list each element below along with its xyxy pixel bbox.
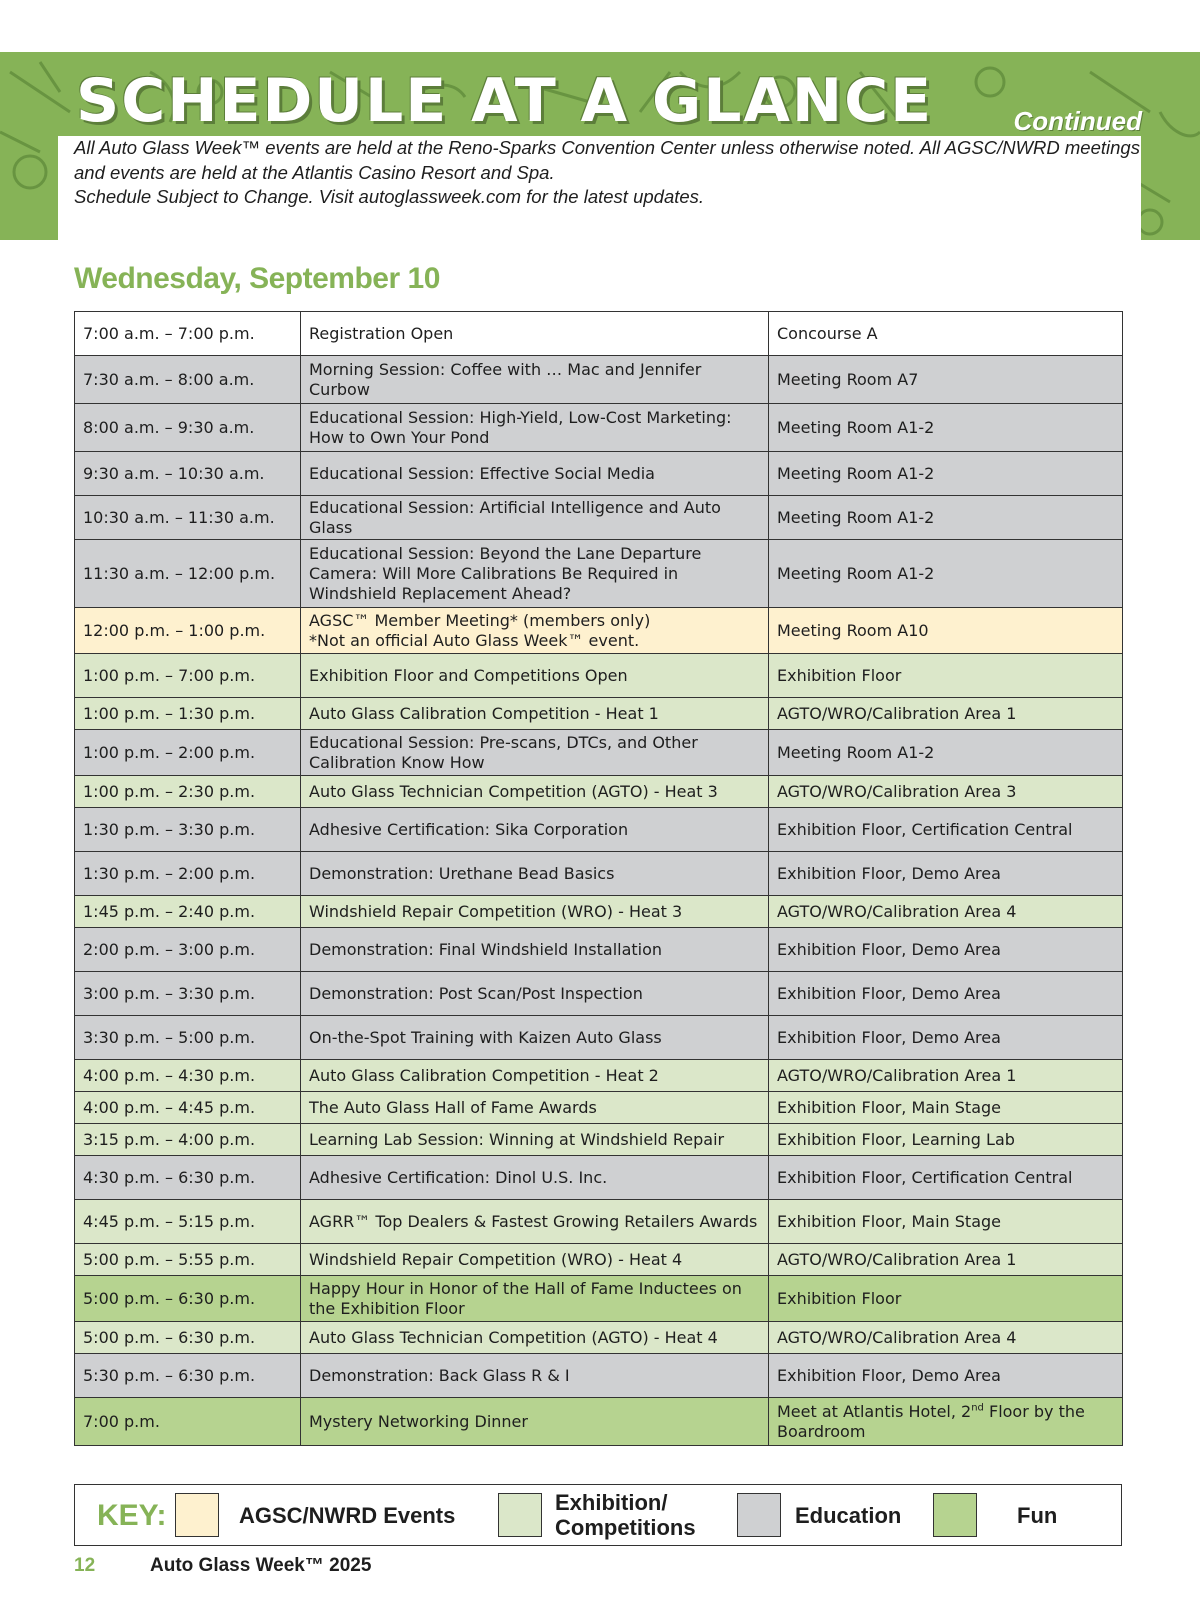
key-swatch-exhibition [498,1493,542,1537]
event-cell: Demonstration: Urethane Bead Basics [301,852,769,896]
location-cell: Exhibition Floor, Certification Central [769,1156,1123,1200]
event-cell: Educational Session: Beyond the Lane Departure Camera: Will More Calibrations Be Required in Windshield Replacement Ahead? [301,540,769,608]
event-cell: Exhibition Floor and Competitions Open [301,654,769,698]
event-cell: Auto Glass Technician Competition (AGTO) - Heat 3 [301,776,769,808]
schedule-row [75,312,1123,356]
publication-name: Auto Glass Week™ 2025 [150,1555,372,1576]
location-cell: Exhibition Floor, Learning Lab [769,1124,1123,1156]
time-cell: 4:00 p.m. – 4:45 p.m. [75,1092,301,1124]
location-cell: Exhibition Floor, Main Stage [769,1200,1123,1244]
time-cell: 1:00 p.m. – 2:30 p.m. [75,776,301,808]
schedule-row [75,356,1123,404]
time-cell: 1:30 p.m. – 2:00 p.m. [75,852,301,896]
schedule-row [75,608,1123,654]
notice-line: Schedule Subject to Change. Visit autoglassweek.com for the latest updates. [74,186,705,207]
page-subtitle: Continued [1013,106,1142,136]
event-title: AGSC™ Member Meeting* (members only) [309,610,651,630]
schedule-row [75,496,1123,540]
event-cell: Educational Session: Artificial Intelligence and Auto Glass [301,496,769,540]
time-cell: 9:30 a.m. – 10:30 a.m. [75,452,301,496]
schedule-row [75,698,1123,730]
event-cell: Auto Glass Calibration Competition - Heat 2 [301,1060,769,1092]
time-cell: 1:30 p.m. – 3:30 p.m. [75,808,301,852]
location-cell: Meeting Room A10 [769,608,1123,654]
location-cell: Exhibition Floor, Demo Area [769,1354,1123,1398]
schedule-row [75,540,1123,608]
time-cell: 3:00 p.m. – 3:30 p.m. [75,972,301,1016]
location-superscript: nd [971,1402,984,1414]
event-cell: Windshield Repair Competition (WRO) - Heat 3 [301,896,769,928]
event-cell [301,608,769,654]
key-swatch-fun [933,1493,977,1537]
location-cell: AGTO/WRO/Calibration Area 4 [769,896,1123,928]
key-label-agsc: AGSC/NWRD Events [239,1503,456,1528]
location-cell: AGTO/WRO/Calibration Area 3 [769,776,1123,808]
location-cell: Exhibition Floor [769,654,1123,698]
event-note: *Not an official Auto Glass Week™ event. [309,630,640,650]
key-swatch-education [737,1493,781,1537]
time-cell: 1:45 p.m. – 2:40 p.m. [75,896,301,928]
color-key [74,1484,1122,1546]
location-cell: Exhibition Floor, Demo Area [769,928,1123,972]
event-cell: Windshield Repair Competition (WRO) - Heat 4 [301,1244,769,1276]
schedule-row [75,1354,1123,1398]
notice-box [58,136,1141,240]
location-cell: Meeting Room A1-2 [769,452,1123,496]
time-cell: 4:45 p.m. – 5:15 p.m. [75,1200,301,1244]
time-cell: 2:00 p.m. – 3:00 p.m. [75,928,301,972]
location-cell: Meeting Room A1-2 [769,730,1123,776]
location-cell [769,1398,1123,1446]
time-cell: 5:00 p.m. – 5:55 p.m. [75,1244,301,1276]
schedule-row [75,1124,1123,1156]
location-cell: Exhibition Floor, Main Stage [769,1092,1123,1124]
location-cell: AGTO/WRO/Calibration Area 1 [769,1244,1123,1276]
time-cell: 10:30 a.m. – 11:30 a.m. [75,496,301,540]
time-cell: 5:00 p.m. – 6:30 p.m. [75,1276,301,1322]
key-swatch-agsc [175,1493,219,1537]
schedule-row [75,896,1123,928]
event-cell: On-the-Spot Training with Kaizen Auto Glass [301,1016,769,1060]
event-cell: Morning Session: Coffee with … Mac and Jennifer Curbow [301,356,769,404]
event-cell: Registration Open [301,312,769,356]
event-cell: AGRR™ Top Dealers & Fastest Growing Retailers Awards [301,1200,769,1244]
page-title: SCHEDULE AT A GLANCE [76,66,934,136]
time-cell: 7:00 a.m. – 7:00 p.m. [75,312,301,356]
time-cell: 5:30 p.m. – 6:30 p.m. [75,1354,301,1398]
schedule-row [75,1092,1123,1124]
location-cell: Exhibition Floor, Demo Area [769,1016,1123,1060]
key-label-line: Competitions [555,1515,696,1540]
location-cell: Exhibition Floor [769,1276,1123,1322]
event-cell: Demonstration: Post Scan/Post Inspection [301,972,769,1016]
time-cell: 7:00 p.m. [75,1398,301,1446]
location-cell: AGTO/WRO/Calibration Area 4 [769,1322,1123,1354]
notice-line: All Auto Glass Week™ events are held at the Reno-Sparks Convention Center unless otherwise noted. All AGSC/NWRD meetings [74,137,1140,158]
location-text: Meet at Atlantis Hotel, 2 [777,1401,972,1421]
location-cell: AGTO/WRO/Calibration Area 1 [769,1060,1123,1092]
notice-line: and events are held at the Atlantis Casino Resort and Spa. [74,161,555,183]
location-text: Floor by the Boardroom [777,1401,1085,1441]
time-cell: 1:00 p.m. – 1:30 p.m. [75,698,301,730]
time-cell: 5:00 p.m. – 6:30 p.m. [75,1322,301,1354]
key-label-exhibition [555,1490,696,1540]
time-cell: 11:30 a.m. – 12:00 p.m. [75,540,301,608]
event-cell: Demonstration: Back Glass R & I [301,1354,769,1398]
key-label-fun: Fun [1017,1503,1058,1528]
schedule-row [75,1398,1123,1446]
schedule-row [75,776,1123,808]
time-cell: 8:00 a.m. – 9:30 a.m. [75,404,301,452]
time-cell: 4:30 p.m. – 6:30 p.m. [75,1156,301,1200]
header-banner [0,52,1200,240]
time-cell: 1:00 p.m. – 2:00 p.m. [75,730,301,776]
event-cell: Educational Session: Effective Social Media [301,452,769,496]
event-cell: Happy Hour in Honor of the Hall of Fame Inductees on the Exhibition Floor [301,1276,769,1322]
day-heading: Wednesday, September 10 [74,262,440,295]
event-cell: Educational Session: Pre-scans, DTCs, and Other Calibration Know How [301,730,769,776]
schedule-row [75,1322,1123,1354]
time-cell: 1:00 p.m. – 7:00 p.m. [75,654,301,698]
schedule-body [75,312,1123,1446]
event-cell: Adhesive Certification: Dinol U.S. Inc. [301,1156,769,1200]
location-cell: Meeting Room A1-2 [769,540,1123,608]
event-cell: The Auto Glass Hall of Fame Awards [301,1092,769,1124]
schedule-row [75,1276,1123,1322]
schedule-row [75,808,1123,852]
schedule-row [75,1016,1123,1060]
key-title: KEY: [97,1499,167,1532]
schedule-row [75,1244,1123,1276]
time-cell: 4:00 p.m. – 4:30 p.m. [75,1060,301,1092]
schedule-row [75,1200,1123,1244]
time-cell: 3:15 p.m. – 4:00 p.m. [75,1124,301,1156]
event-cell: Demonstration: Final Windshield Installation [301,928,769,972]
schedule-row [75,404,1123,452]
location-cell: Exhibition Floor, Demo Area [769,972,1123,1016]
location-cell: Meeting Room A1-2 [769,496,1123,540]
schedule-row [75,1060,1123,1092]
location-cell: Exhibition Floor, Demo Area [769,852,1123,896]
event-cell: Adhesive Certification: Sika Corporation [301,808,769,852]
time-cell: 7:30 a.m. – 8:00 a.m. [75,356,301,404]
time-cell: 12:00 p.m. – 1:00 p.m. [75,608,301,654]
key-label-line: Exhibition/ [555,1490,668,1515]
location-cell: Meeting Room A1-2 [769,404,1123,452]
time-cell: 3:30 p.m. – 5:00 p.m. [75,1016,301,1060]
event-cell: Auto Glass Calibration Competition - Heat 1 [301,698,769,730]
location-cell: AGTO/WRO/Calibration Area 1 [769,698,1123,730]
schedule-table [74,311,1123,1446]
key-label-education: Education [795,1503,902,1528]
location-cell: Meeting Room A7 [769,356,1123,404]
schedule-row [75,972,1123,1016]
page-number: 12 [74,1555,96,1576]
location-cell: Concourse A [769,312,1123,356]
schedule-row [75,1156,1123,1200]
schedule-row [75,928,1123,972]
schedule-row [75,452,1123,496]
event-cell: Learning Lab Session: Winning at Windshield Repair [301,1124,769,1156]
location-cell: Exhibition Floor, Certification Central [769,808,1123,852]
event-cell: Mystery Networking Dinner [301,1398,769,1446]
schedule-row [75,852,1123,896]
schedule-row [75,730,1123,776]
event-cell: Educational Session: High-Yield, Low-Cost Marketing: How to Own Your Pond [301,404,769,452]
event-cell: Auto Glass Technician Competition (AGTO) - Heat 4 [301,1322,769,1354]
schedule-row [75,654,1123,698]
